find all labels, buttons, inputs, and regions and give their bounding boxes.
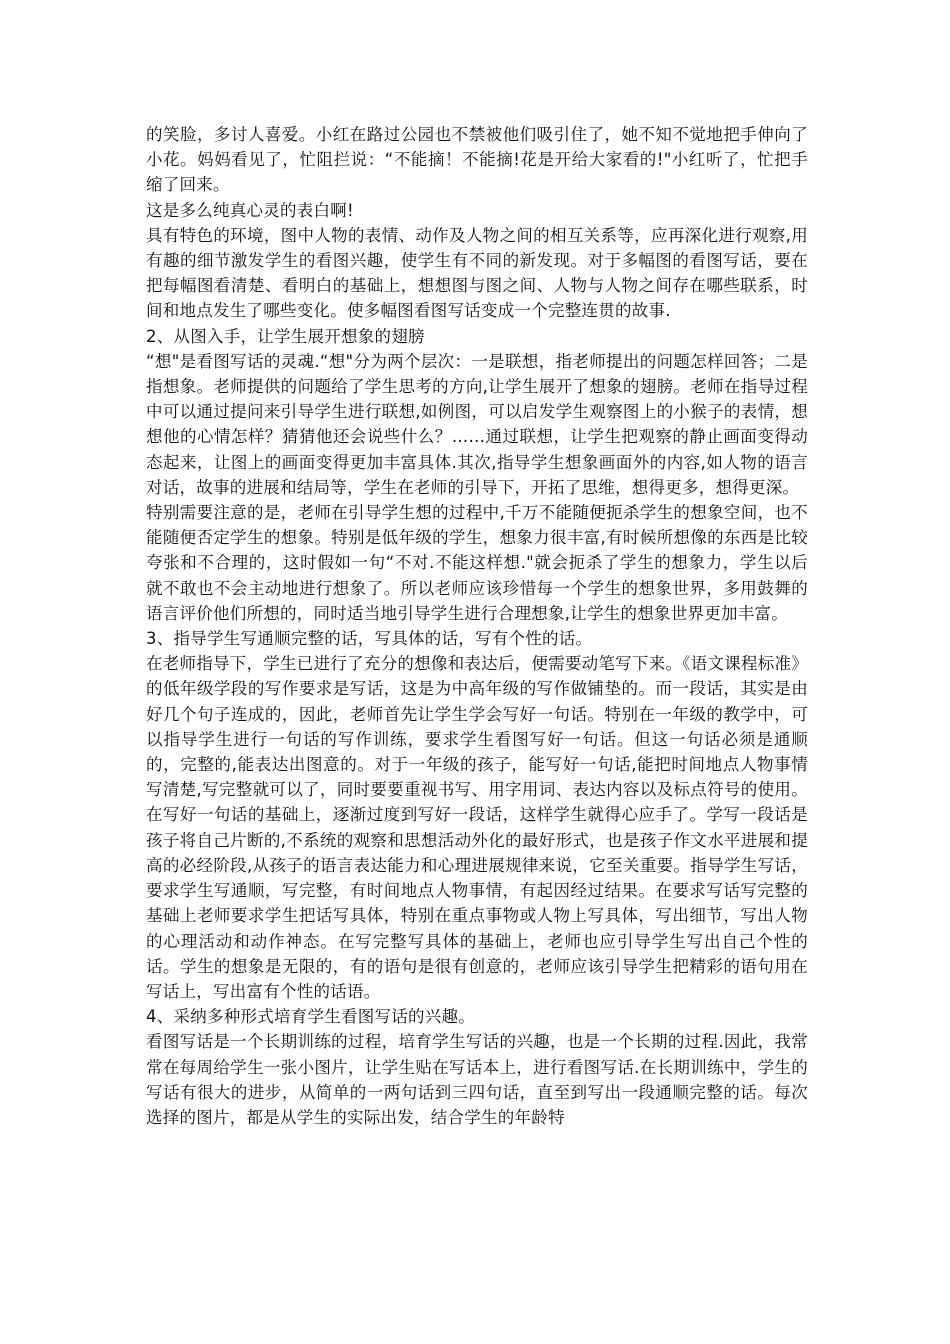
section-heading-2: 2、从图入手，让学生展开想象的翅膀 [146,326,425,346]
paragraph-imagination: “想"是看图写话的灵魂.“想"分为两个层次：一是联想，指老师提出的问题怎样回答；二是指想象。老师提供的问题给了学生思考的方向,让学生展开了想象的翅膀。老师在指导过程中可以通过提问来引导学生进行联想,如例图，可以启发学生观察图上的小猴子的表情，想想他的心情怎样？猜猜他还会说些什么？……通过联想，让学生把观察的静止画面变得动态起来，让图上的画面变得更加丰富具体.其次,指导学生想象画面外的内容,如人物的语言对话，故事的进展和结局等，学生在老师的引导下，开拓了思维，想得更多，想得更深。 [146,351,808,497]
paragraph-writing-guidance: 在老师指导下，学生已进行了充分的想像和表达后，便需要动笔写下来。《语文课程标准》的低年级学段的写作要求是写话，这是为中高年级的写作做铺垫的。而一段话，其实是由好几个句子连成的，因此，老师首先让学生学会写好一句话。特别在一年级的教学中，可以指导学生进行一句话的写作训练，要求学生看图写好一句话。但这一句话必须是通顺的，完整的,能表达出图意的。对于一年级的孩子，能写好一句话,能把时间地点人物事情写清楚,写完整就可以了，同时要要重视书写、用字用词、表达内容以及标点符号的使用。在写好一句话的基础上，逐渐过度到写好一段话，这样学生就得心应手了。学写一段话是孩子将自己片断的,不系统的观察和思想活动外化的最好形式，也是孩子作文水平进展和提高的必经阶段,从孩子的语言表达能力和心理进展规律来说，它至关重要。指导学生写话，要求学生写通顺，写完整，有时间地点人物事情，有起因经过结果。在要求写话写完整的基础上老师要求学生把话写具体，特别在重点事物或人物上写具体，写出细节，写出人物的心理活动和动作神态。在写完整写具体的基础上，老师也应引导学生写出自己个性的话。学生的想象是无限的，有的语句是很有创意的，老师应该引导学生把精彩的语句用在写话上，写出富有个性的话语。 [146,654,808,1001]
document-body [146,122,808,1130]
section-heading-3: 3、指导学生写通顺完整的话，写具体的话，写有个性的话。 [146,629,593,649]
paragraph-caution: 特别需要注意的是，老师在引导学生想的过程中,千万不能随便扼杀学生的想象空间，也不能随便否定学生的想象。特别是低年级的学生，想象力很丰富,有时候所想像的东西是比较夸张和不合理的，这时假如一句“不对.不能这样想."就会扼杀了学生的想象力，学生以后就不敢也不会主动地进行想象了。所以老师应该珍惜每一个学生的想象世界，多用鼓舞的语言评价他们所想的，同时适当地引导学生进行合理想象,让学生的想象世界更加丰富。 [146,503,808,623]
paragraph-exclamation: 这是多么纯真心灵的表白啊! [146,200,354,220]
paragraph-environment: 具有特色的环境，图中人物的表情、动作及人物之间的相互关系等，应再深化进行观察,用有趣的细节激发学生的看图兴趣，使学生有不同的新发现。对于多幅图的看图写话，要在把每幅图看清楚、看明白的基础上，想想图与图之间、人物与人物之间存在哪些联系，时间和地点发生了哪些变化。使多幅图看图写话变成一个完整连贯的故事. [146,225,808,321]
section-heading-4: 4、采纳多种形式培育学生看图写话的兴趣。 [146,1007,475,1027]
paragraph-interest: 看图写话是一个长期训练的过程，培育学生写话的兴趣，也是一个长期的过程.因此，我常常在每周给学生一张小图片，让学生贴在写话本上，进行看图写话.在长期训练中，学生的写话有很大的进步，从简单的一两句话到三四句话，直至到写出一段通顺完整的话。每次选择的图片，都是从学生的实际出发，结合学生的年龄特 [146,1032,808,1127]
paragraph-continuation: 的笑脸，多讨人喜爱。小红在路过公园也不禁被他们吸引住了，她不知不觉地把手伸向了小花。妈妈看见了，忙阻拦说：“不能摘！不能摘!花是开给大家看的!"小红听了，忙把手缩了回来。 [146,125,808,195]
